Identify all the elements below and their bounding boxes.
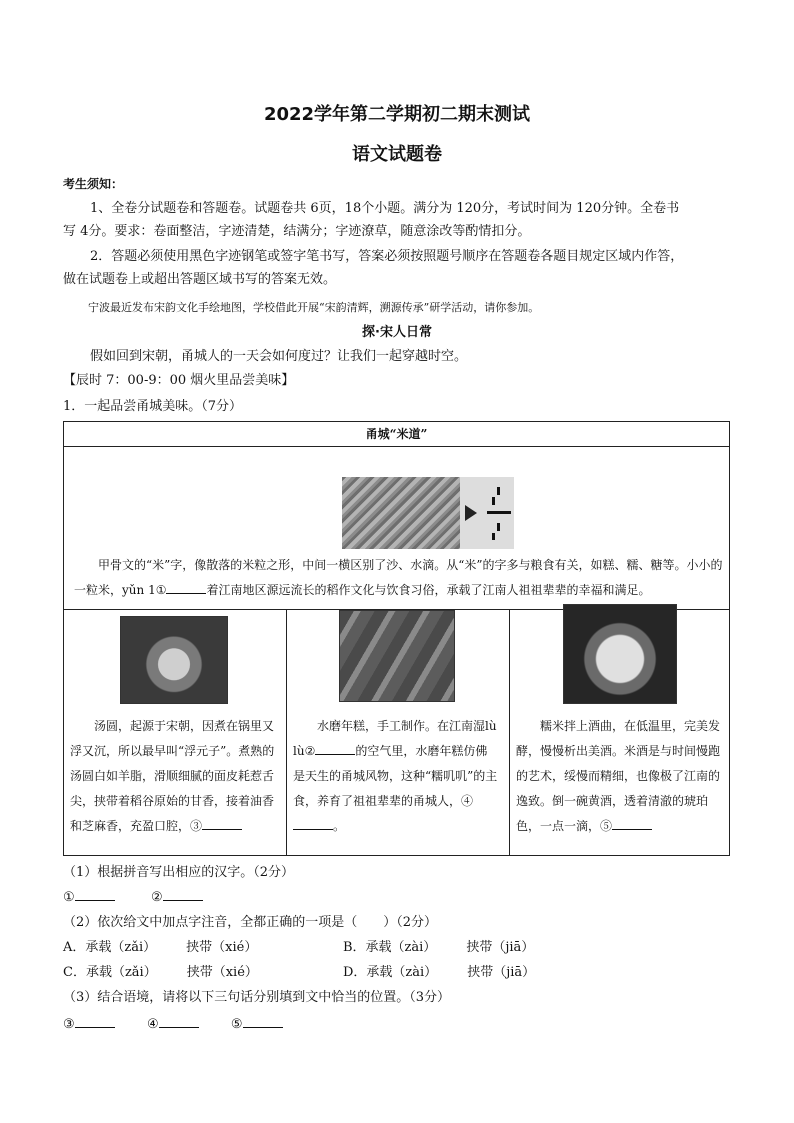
answer-blank-2[interactable] xyxy=(163,886,203,901)
notice-item-2: 2．答题必须使用黑色字迹钢笔或签字笔书写，答案必须按照题号顺序在答题卷各题目规定区域内作答， xyxy=(90,249,684,264)
niangao-tail: 。 xyxy=(333,819,346,833)
question-1-1-answers xyxy=(63,886,203,909)
option-b-part2: 挟带（jiā） xyxy=(466,940,535,955)
question-1-1: （1）根据拼音写出相应的汉字。（2分） xyxy=(63,865,295,880)
answer-marker-2: ② xyxy=(150,890,163,905)
ricewine-text xyxy=(516,714,721,839)
option-a-part2: 挟带（xié） xyxy=(186,940,258,955)
notice-label: 考生须知： xyxy=(63,177,124,191)
answer-marker-1: ① xyxy=(63,890,75,905)
table-header: 甬城“米道” xyxy=(64,422,730,447)
notice-item-2b: 做在试题卷上或超出答题区域书写的答案无效。 xyxy=(63,272,337,287)
section-title: 探·宋人日常 xyxy=(362,325,432,340)
niangao-cell xyxy=(287,610,510,856)
pinyin-2: lù lù xyxy=(293,719,497,758)
pinyin-1: yǔn 1 xyxy=(122,583,156,597)
option-c-part2: 挟带（xié） xyxy=(186,965,258,980)
intro-sentence-2: 糕、糯、糖等。小小的一粒米， xyxy=(74,558,723,597)
arrow-icon xyxy=(465,505,477,521)
answer-marker-4: ④ xyxy=(146,1017,159,1032)
answer-blank-4[interactable] xyxy=(159,1013,199,1028)
answer-blank-5[interactable] xyxy=(243,1013,283,1028)
option-d-part1: D．承载（zài） xyxy=(343,965,438,980)
option-a[interactable] xyxy=(63,937,257,959)
option-c-part1: C．承载（zǎi） xyxy=(63,965,157,980)
question-1-2: （2）依次给文中加点字注音，全都正确的一项是（ ）（2分） xyxy=(63,915,438,930)
tangyuan-cell xyxy=(64,610,287,856)
answer-blank-1[interactable] xyxy=(75,886,115,901)
answer-blank-3[interactable] xyxy=(75,1013,115,1028)
option-b-part1: B．承载（zài） xyxy=(343,940,437,955)
tangyuan-text xyxy=(70,714,275,839)
tangyuan-image xyxy=(120,616,228,704)
option-c[interactable] xyxy=(63,962,258,984)
question-1-3-answers xyxy=(63,1013,283,1036)
table-intro-cell xyxy=(64,447,730,610)
niangao-image xyxy=(339,610,455,702)
rice-intro-text xyxy=(74,553,724,603)
blank-marker-2: ② xyxy=(304,744,316,758)
option-d[interactable] xyxy=(343,962,535,984)
niangao-paragraph-a: 水磨年糕，手工制作。在江南湿 xyxy=(317,719,486,733)
ricewine-paragraph: 糯米拌上酒曲，在低温里，完美发酵，慢慢析出美酒。米酒是与时间慢跑的艺术，绥慢而精细，也像极了江南的逸致。倒一碗黄酒，透着清澈的琥珀色，一点一滴， xyxy=(516,719,721,833)
notice-item-1b: 写 4分。要求：卷面整洁，字迹清楚，结满分；字迹潦草，随意涂改等酌情扣分。 xyxy=(63,224,531,239)
time-label: 【辰时 7：00-9：00 烟火里品尝美味】 xyxy=(63,373,295,388)
answer-marker-3: ③ xyxy=(63,1017,75,1032)
intro-sentence-4: 人祖祖辈辈的幸福和满足。 xyxy=(506,583,651,597)
blank-marker-5: ⑤ xyxy=(600,819,613,833)
answer-marker-5: ⑤ xyxy=(230,1017,243,1032)
option-b[interactable] xyxy=(343,937,534,959)
blank-4 xyxy=(293,815,333,830)
question-1-3: （3）结合语境，请将以下三句话分别填到文中恰当的位置。（3分） xyxy=(63,990,451,1005)
oracle-bone-rubbing xyxy=(342,477,460,549)
tangyuan-paragraph: 汤圆，起源于宋朝，因煮在锅里又浮又沉，所以最早叫“浮元子”。煮熟的汤圆白如羊脂，滑顺细腻的面皮耗惹舌尖，挟带着稻谷原始的甘香，接着油香和芝麻香，充盈口腔， xyxy=(70,719,275,833)
notice-item-1: 1、全卷分试题卷和答题卷。试题卷共 6页，18个小题。满分为 120分，考试时间为 120分钟。全卷书 xyxy=(90,201,680,216)
niangao-paragraph-b: 的空气里，水磨年糕仿佛是天生的甬城风物，这种“糯叽叽”的主食，养育了祖祖辈辈的甬城人， xyxy=(293,744,498,808)
page-title: 2022学年第二学期初二期末测试 xyxy=(263,104,531,125)
section-lead: 假如回到宋朝，甬城人的一天会如何度过？让我们一起穿越时空。 xyxy=(90,349,468,364)
blank-1 xyxy=(166,579,206,594)
intro-sentence-3: 着江南地区源远流长的稻作文化与饮食习俗，承载了江南 xyxy=(206,583,507,597)
blank-2 xyxy=(315,740,355,755)
blank-marker-1: ① xyxy=(155,583,167,597)
page-subtitle: 语文试题卷 xyxy=(352,144,442,165)
ricewine-image xyxy=(563,604,677,704)
oracle-bone-rice-image xyxy=(342,477,514,549)
activity-intro: 宁波最近发布宋韵文化手绘地图，学校借此开展“宋韵清辉，溯源传承”研学活动，请你参加。 xyxy=(88,301,540,314)
blank-5 xyxy=(612,815,652,830)
blank-3 xyxy=(202,815,242,830)
blank-marker-3: ③ xyxy=(190,819,203,833)
option-a-part1: A．承载（zǎi） xyxy=(63,940,157,955)
rice-glyph-icon xyxy=(484,483,514,543)
intro-sentence-1: 甲骨文的“米”字，像散落的米粒之形，中间一横区别了沙、水滴。从“米”的字多与粮食有关，如 xyxy=(98,558,603,572)
rice-table xyxy=(63,421,730,856)
option-d-part2: 挟带（jiā） xyxy=(467,965,536,980)
niangao-text xyxy=(293,714,498,839)
ricewine-cell xyxy=(510,610,730,856)
question-1-title: 1．一起品尝甬城美味。（7分） xyxy=(63,399,243,414)
blank-marker-4: ④ xyxy=(461,794,474,808)
